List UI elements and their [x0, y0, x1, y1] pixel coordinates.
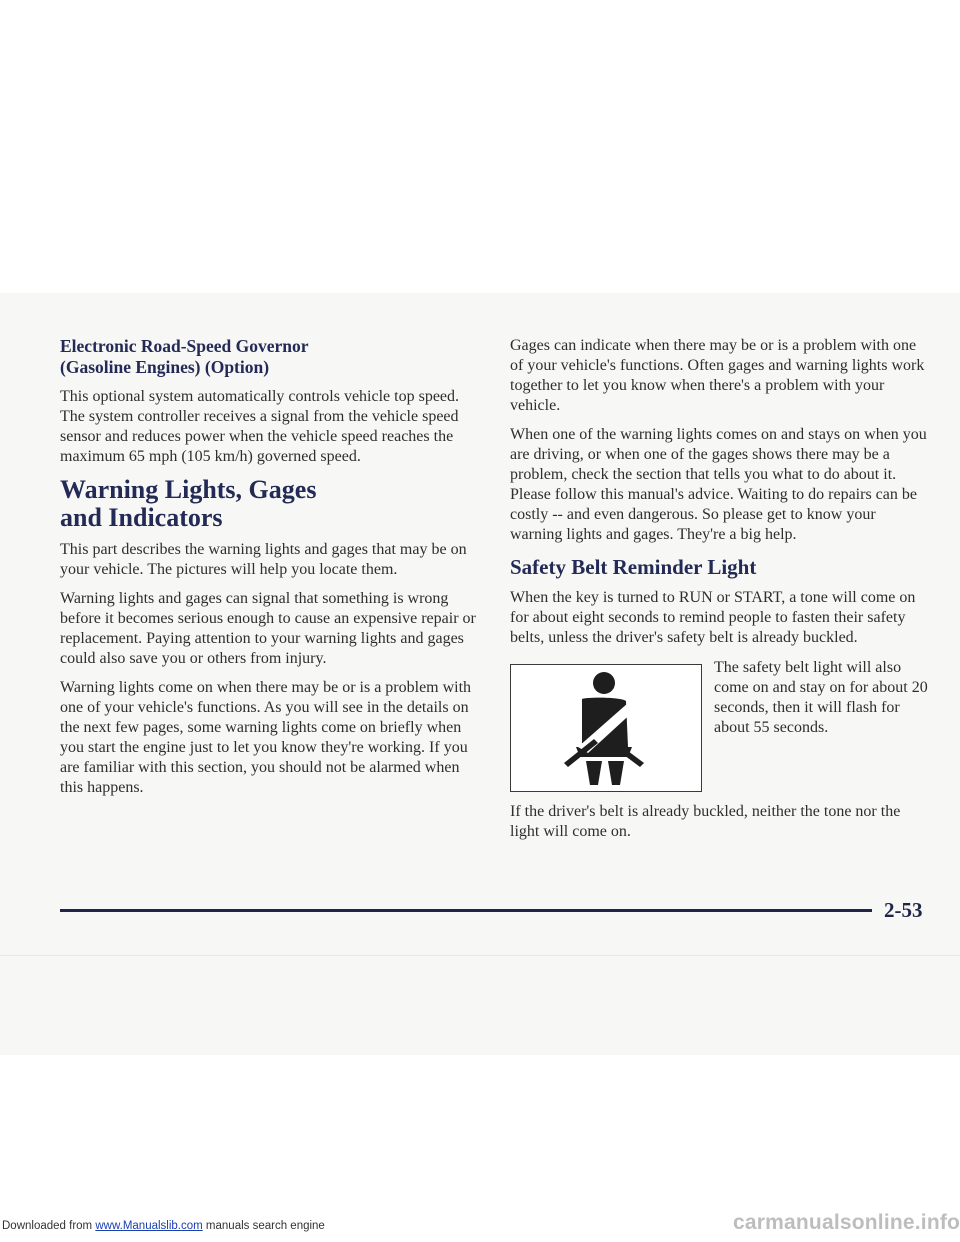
- section-title-safety-belt: Safety Belt Reminder Light: [510, 555, 757, 579]
- section-title-line1: Warning Lights, Gages: [60, 475, 317, 504]
- paragraph: Gages can indicate when there may be or is a problem with one of your vehicle's functions. Often gages and warning lights work together to let you know when there's a problem with your vehicle.: [510, 337, 925, 414]
- safety-belt-description: The safety belt light will also come on and stay on for about 20 seconds, then it will flash for about 55 seconds.: [714, 659, 928, 736]
- scan-line: [0, 955, 960, 956]
- page-number: 2-53: [884, 898, 923, 922]
- paragraph: Warning lights and gages can signal that something is wrong before it becomes serious enough to cause an expensive repair or replacement. Paying attention to your warning lights and gages could also save you or others from injury.: [60, 590, 476, 667]
- paragraph: If the driver's belt is already buckled, neither the tone nor the light will come on.: [510, 803, 901, 840]
- paragraph: When the key is turned to RUN or START, a tone will come on for about eight seconds to remind people to fasten their safety belts, unless the driver's safety belt is already buckled.: [510, 589, 916, 646]
- governor-heading: [60, 336, 478, 378]
- safety-belt-icon: [546, 669, 666, 787]
- download-suffix: manuals search engine: [205, 1220, 325, 1232]
- paragraph: When one of the warning lights comes on and stays on when you are driving, or when one of the gages shows there may be a problem, check the section that tells you what to do about it. Please follow this manual's advice. Waiting to do repairs can be costly -- and even dangerous. So please get to know your warning lights and gages. They're a big help.: [510, 426, 927, 543]
- manualslib-link[interactable]: www.Manualslib.com: [95, 1220, 203, 1232]
- safety-belt-figure-row: [510, 659, 930, 792]
- paragraph: Warning lights come on when there may be or is a problem with one of your vehicle's functions. As you will see in the details on the next few pages, some warning lights come on briefly when you start the engine just to let you know they're working. If you are familiar with this section, you should not be alarmed when this happens.: [60, 679, 472, 796]
- governor-heading-line2: (Gasoline Engines) (Option): [60, 357, 270, 377]
- section-title-warning-lights: [60, 476, 478, 532]
- paragraph: This part describes the warning lights and gages that may be on your vehicle. The pictures will help you locate them.: [60, 541, 467, 578]
- carmanuals-watermark: carmanualsonline.info: [733, 1211, 960, 1234]
- governor-heading-line1: Electronic Road-Speed Governor: [60, 336, 309, 356]
- download-prefix: Downloaded from: [2, 1220, 93, 1232]
- left-column: [60, 336, 478, 807]
- safety-belt-icon-box: [510, 664, 702, 792]
- download-notice: [2, 1220, 325, 1232]
- footer-rule: [60, 909, 872, 912]
- right-column: [510, 336, 930, 851]
- governor-paragraph: This optional system automatically controls vehicle top speed. The system controller receives a signal from the vehicle speed sensor and reduces power when the vehicle speed reaches the maximum 65 mph (105 km/h) governed speed.: [60, 388, 460, 465]
- section-title-line2: and Indicators: [60, 503, 223, 532]
